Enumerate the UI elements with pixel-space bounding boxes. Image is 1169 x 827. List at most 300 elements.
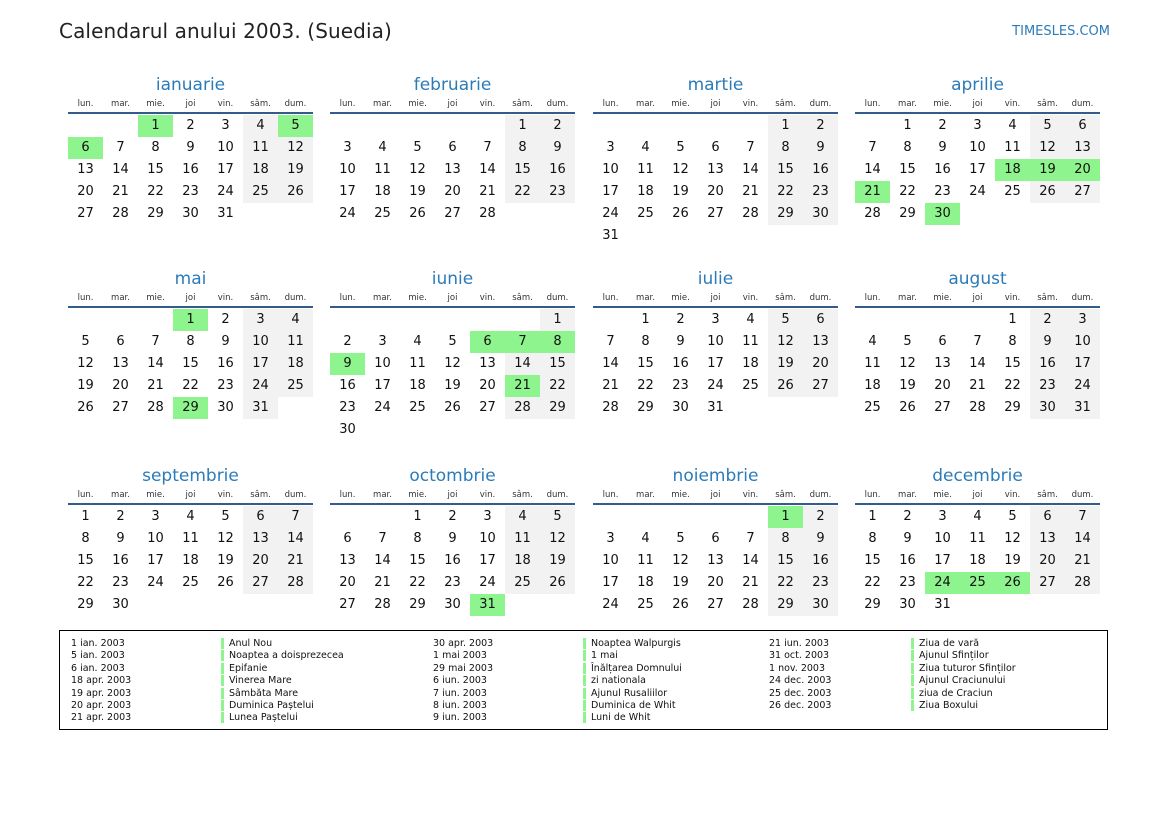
weekday-label: lun. — [77, 490, 94, 500]
weekday-label: sâm. — [512, 490, 533, 500]
day-cell: 27 — [707, 597, 724, 612]
weekday-label: mie. — [671, 293, 690, 303]
day-cell: 2 — [343, 334, 352, 349]
weekday-label: sâm. — [775, 99, 796, 109]
day-cell: 8 — [903, 140, 912, 155]
day-cell: 20 — [339, 575, 356, 590]
day-cell: 25 — [505, 572, 540, 594]
day-cell: 11 — [1004, 140, 1021, 155]
weekday-label: vin. — [479, 293, 496, 303]
empty-cell — [593, 309, 628, 331]
day-cell: 3 — [483, 509, 492, 524]
day-cell: 25 — [742, 378, 759, 393]
day-grid — [68, 506, 313, 616]
weekday-label: joi — [972, 99, 983, 109]
empty-cell — [663, 115, 698, 137]
holiday-name: zi nationala — [583, 675, 646, 686]
day-cell: 24 — [339, 206, 356, 221]
day-cell: 26 — [217, 575, 234, 590]
day-cell: 3 — [378, 334, 387, 349]
weekday-label: mie. — [146, 293, 165, 303]
legend-row — [71, 638, 344, 650]
day-cell: 18 — [742, 356, 759, 371]
day-cell: 1 — [641, 312, 650, 327]
day-cell: 1 — [1008, 312, 1017, 327]
day-cell: 31 — [243, 397, 278, 419]
day-grid — [330, 309, 575, 441]
day-cell: 7 — [151, 334, 160, 349]
day-cell: 22 — [540, 375, 575, 397]
weekday-label: vin. — [742, 293, 759, 303]
day-cell: 28 — [479, 206, 496, 221]
empty-cell — [855, 309, 890, 331]
weekday-label: sâm. — [1037, 490, 1058, 500]
day-cell: 22 — [899, 184, 916, 199]
holiday-date: 20 apr. 2003 — [71, 699, 132, 711]
day-cell: 10 — [602, 553, 619, 568]
weekday-label: mar. — [898, 293, 917, 303]
weekday-label: mie. — [146, 99, 165, 109]
day-cell: 26 — [540, 572, 575, 594]
day-cell: 5 — [221, 509, 230, 524]
weekday-label: lun. — [77, 99, 94, 109]
weekday-label: lun. — [77, 293, 94, 303]
weekday-label: joi — [447, 293, 458, 303]
empty-cell — [663, 506, 698, 528]
weekday-header — [855, 98, 1100, 114]
holiday-day-cell: 21 — [505, 375, 540, 397]
day-cell: 16 — [803, 550, 838, 572]
day-cell: 11 — [637, 553, 654, 568]
day-cell: 19 — [409, 184, 426, 199]
day-cell: 9 — [540, 137, 575, 159]
holiday-date: 18 apr. 2003 — [71, 675, 132, 687]
legend-row — [769, 688, 1016, 700]
holiday-day-cell: 31 — [470, 594, 505, 616]
day-cell: 12 — [672, 162, 689, 177]
day-cell: 6 — [343, 531, 352, 546]
day-cell: 22 — [864, 575, 881, 590]
day-cell: 19 — [768, 353, 803, 375]
holiday-day-cell: 1 — [768, 506, 803, 528]
day-cell: 4 — [1008, 118, 1017, 133]
day-cell: 10 — [707, 334, 724, 349]
day-cell: 15 — [182, 356, 199, 371]
day-cell: 22 — [409, 575, 426, 590]
page-title: Calendarul anului 2003. (Suedia) — [59, 19, 392, 43]
day-cell: 29 — [540, 397, 575, 419]
day-cell: 3 — [606, 531, 615, 546]
day-cell: 16 — [899, 553, 916, 568]
holiday-name: ziua de Craciun — [911, 688, 993, 699]
legend-row — [71, 675, 344, 687]
weekday-label: mie. — [671, 490, 690, 500]
day-cell: 18 — [409, 378, 426, 393]
weekday-label: joi — [447, 490, 458, 500]
holiday-date: 30 apr. 2003 — [433, 638, 494, 649]
day-cell: 6 — [711, 531, 720, 546]
day-cell: 1 — [505, 115, 540, 137]
day-cell: 24 — [969, 184, 986, 199]
day-cell: 26 — [77, 400, 94, 415]
day-cell: 20 — [1030, 550, 1065, 572]
day-cell: 28 — [602, 400, 619, 415]
empty-cell — [400, 115, 435, 137]
day-cell: 22 — [637, 378, 654, 393]
holiday-name: 1 mai — [583, 650, 618, 661]
holiday-day-cell: 1 — [138, 115, 173, 137]
weekday-label: dum. — [284, 490, 307, 500]
day-cell: 6 — [448, 140, 457, 155]
day-cell: 12 — [217, 531, 234, 546]
day-cell: 21 — [112, 184, 129, 199]
day-cell: 27 — [479, 400, 496, 415]
day-cell: 5 — [676, 531, 685, 546]
empty-cell — [733, 506, 768, 528]
holiday-date: 24 dec. 2003 — [769, 675, 832, 687]
day-cell: 16 — [803, 159, 838, 181]
day-cell: 13 — [339, 553, 356, 568]
legend-row — [769, 638, 1016, 650]
day-cell: 7 — [606, 334, 615, 349]
day-cell: 27 — [243, 572, 278, 594]
month-decembrie — [855, 464, 1100, 616]
empty-cell — [470, 115, 505, 137]
month-name: mai — [174, 269, 207, 289]
empty-cell — [698, 506, 733, 528]
month-februarie — [330, 73, 575, 225]
day-cell: 22 — [1004, 378, 1021, 393]
holiday-name: Ajunul Craciunului — [911, 675, 1005, 686]
day-cell: 7 — [746, 531, 755, 546]
day-cell: 15 — [768, 159, 803, 181]
day-cell: 29 — [409, 597, 426, 612]
day-cell: 25 — [637, 206, 654, 221]
weekday-label: dum. — [1071, 490, 1094, 500]
day-cell: 30 — [899, 597, 916, 612]
empty-cell — [103, 309, 138, 331]
weekday-label: vin. — [1004, 293, 1021, 303]
weekday-label: joi — [447, 99, 458, 109]
legend-row — [71, 688, 344, 700]
day-grid — [68, 115, 313, 225]
day-cell: 19 — [672, 575, 689, 590]
day-cell: 7 — [973, 334, 982, 349]
day-cell: 9 — [221, 334, 230, 349]
empty-cell — [593, 115, 628, 137]
holiday-name: Lunea Paștelui — [221, 712, 298, 723]
day-cell: 28 — [374, 597, 391, 612]
day-cell: 27 — [707, 206, 724, 221]
weekday-label: dum. — [1071, 293, 1094, 303]
empty-cell — [628, 506, 663, 528]
legend-row — [71, 700, 344, 712]
day-cell: 17 — [147, 553, 164, 568]
day-cell: 23 — [934, 184, 951, 199]
holiday-date: 1 ian. 2003 — [71, 638, 125, 649]
day-cell: 16 — [934, 162, 951, 177]
empty-cell — [68, 115, 103, 137]
day-cell: 19 — [444, 378, 461, 393]
legend-row — [71, 663, 344, 675]
weekday-label: mar. — [373, 490, 392, 500]
day-cell: 9 — [676, 334, 685, 349]
weekday-label: lun. — [339, 490, 356, 500]
empty-cell — [138, 309, 173, 331]
weekday-label: sâm. — [775, 293, 796, 303]
day-cell: 12 — [409, 162, 426, 177]
weekday-label: dum. — [1071, 99, 1094, 109]
weekday-label: vin. — [742, 99, 759, 109]
holiday-name: Vinerea Mare — [221, 675, 292, 686]
day-cell: 10 — [602, 162, 619, 177]
holiday-day-cell: 6 — [68, 137, 103, 159]
weekday-label: sâm. — [512, 99, 533, 109]
weekday-label: lun. — [339, 293, 356, 303]
weekday-label: lun. — [864, 99, 881, 109]
day-cell: 3 — [973, 118, 982, 133]
day-cell: 3 — [151, 509, 160, 524]
day-cell: 14 — [1065, 528, 1100, 550]
day-cell: 8 — [641, 334, 650, 349]
day-cell: 27 — [339, 597, 356, 612]
day-cell: 10 — [479, 531, 496, 546]
day-cell: 10 — [969, 140, 986, 155]
empty-cell — [890, 309, 925, 331]
day-cell: 30 — [339, 422, 356, 437]
day-grid — [330, 506, 575, 616]
day-cell: 6 — [243, 506, 278, 528]
holiday-day-cell: 7 — [505, 331, 540, 353]
day-cell: 3 — [606, 140, 615, 155]
month-name: noiembrie — [672, 466, 759, 486]
day-cell: 18 — [374, 184, 391, 199]
legend-row — [71, 650, 344, 662]
day-cell: 5 — [1008, 509, 1017, 524]
weekday-label: joi — [972, 293, 983, 303]
holiday-name: Epifanie — [221, 663, 267, 674]
weekday-label: mar. — [636, 490, 655, 500]
weekday-label: vin. — [479, 99, 496, 109]
day-cell: 29 — [768, 203, 803, 225]
empty-cell — [960, 309, 995, 331]
day-cell: 10 — [1065, 331, 1100, 353]
day-cell: 2 — [448, 509, 457, 524]
weekday-header — [68, 489, 313, 505]
legend-row — [433, 712, 682, 724]
day-cell: 21 — [1065, 550, 1100, 572]
day-cell: 26 — [278, 181, 313, 203]
day-cell: 13 — [1030, 528, 1065, 550]
day-cell: 15 — [637, 356, 654, 371]
holiday-date: 5 ian. 2003 — [71, 650, 125, 662]
empty-cell — [628, 115, 663, 137]
day-cell: 28 — [969, 400, 986, 415]
day-cell: 13 — [1065, 137, 1100, 159]
day-cell: 20 — [77, 184, 94, 199]
day-cell: 9 — [1030, 331, 1065, 353]
day-cell: 3 — [711, 312, 720, 327]
weekday-header — [330, 292, 575, 308]
day-cell: 27 — [934, 400, 951, 415]
day-cell: 22 — [768, 572, 803, 594]
holiday-day-cell: 24 — [925, 572, 960, 594]
weekday-label: dum. — [809, 99, 832, 109]
legend-row — [433, 688, 682, 700]
day-cell: 17 — [339, 184, 356, 199]
day-cell: 7 — [278, 506, 313, 528]
day-cell: 2 — [540, 115, 575, 137]
day-cell: 6 — [1065, 115, 1100, 137]
holiday-day-cell: 5 — [278, 115, 313, 137]
day-cell: 6 — [938, 334, 947, 349]
weekday-label: mie. — [146, 490, 165, 500]
day-cell: 27 — [1065, 181, 1100, 203]
day-cell: 10 — [374, 356, 391, 371]
day-cell: 3 — [938, 509, 947, 524]
day-cell: 20 — [803, 353, 838, 375]
weekday-label: mar. — [373, 99, 392, 109]
holiday-date: 1 mai 2003 — [433, 650, 487, 662]
weekday-header — [593, 98, 838, 114]
weekday-label: dum. — [284, 99, 307, 109]
day-cell: 11 — [278, 331, 313, 353]
day-cell: 21 — [742, 184, 759, 199]
day-cell: 24 — [243, 375, 278, 397]
legend-column — [71, 638, 344, 725]
day-cell: 28 — [864, 206, 881, 221]
weekday-label: sâm. — [250, 99, 271, 109]
legend-row — [433, 638, 682, 650]
day-cell: 11 — [864, 356, 881, 371]
day-cell: 9 — [803, 137, 838, 159]
day-cell: 9 — [186, 140, 195, 155]
day-cell: 4 — [973, 509, 982, 524]
day-cell: 17 — [602, 184, 619, 199]
day-cell: 12 — [278, 137, 313, 159]
month-octombrie — [330, 464, 575, 616]
day-cell: 23 — [339, 400, 356, 415]
day-cell: 17 — [1065, 353, 1100, 375]
day-cell: 1 — [81, 509, 90, 524]
day-cell: 17 — [969, 162, 986, 177]
holiday-name: Înălțarea Domnului — [583, 663, 682, 674]
day-cell: 28 — [1065, 572, 1100, 594]
day-cell: 5 — [81, 334, 90, 349]
empty-cell — [435, 115, 470, 137]
empty-cell — [365, 115, 400, 137]
day-cell: 8 — [768, 528, 803, 550]
legend-row — [769, 700, 1016, 712]
day-cell: 4 — [413, 334, 422, 349]
day-cell: 18 — [969, 553, 986, 568]
day-cell: 5 — [768, 309, 803, 331]
day-cell: 9 — [903, 531, 912, 546]
holiday-date: 7 iun. 2003 — [433, 687, 487, 699]
month-iulie — [593, 267, 838, 419]
day-cell: 12 — [899, 356, 916, 371]
empty-cell — [400, 309, 435, 331]
month-noiembrie — [593, 464, 838, 616]
day-cell: 24 — [1065, 375, 1100, 397]
day-cell: 31 — [707, 400, 724, 415]
weekday-label: lun. — [602, 490, 619, 500]
weekday-label: dum. — [546, 293, 569, 303]
day-cell: 14 — [374, 553, 391, 568]
weekday-header — [68, 98, 313, 114]
day-cell: 29 — [768, 594, 803, 616]
day-cell: 29 — [1004, 400, 1021, 415]
holiday-day-cell: 8 — [540, 331, 575, 353]
month-name: decembrie — [932, 466, 1023, 486]
legend-column — [769, 638, 1016, 712]
month-iunie — [330, 267, 575, 441]
day-cell: 3 — [343, 140, 352, 155]
day-cell: 5 — [1030, 115, 1065, 137]
day-cell: 23 — [182, 184, 199, 199]
day-cell: 27 — [1030, 572, 1065, 594]
day-cell: 22 — [768, 181, 803, 203]
day-cell: 7 — [378, 531, 387, 546]
day-cell: 8 — [505, 137, 540, 159]
day-cell: 25 — [182, 575, 199, 590]
day-grid — [330, 115, 575, 225]
day-cell: 30 — [112, 597, 129, 612]
day-cell: 2 — [221, 312, 230, 327]
day-cell: 13 — [934, 356, 951, 371]
day-cell: 6 — [1030, 506, 1065, 528]
day-cell: 17 — [602, 575, 619, 590]
weekday-label: joi — [710, 293, 721, 303]
holiday-date: 25 dec. 2003 — [769, 687, 832, 699]
day-cell: 26 — [444, 400, 461, 415]
holiday-day-cell: 18 — [995, 159, 1030, 181]
weekday-label: vin. — [742, 490, 759, 500]
day-cell: 12 — [444, 356, 461, 371]
empty-cell — [593, 506, 628, 528]
legend-row — [769, 663, 1016, 675]
empty-cell — [103, 115, 138, 137]
day-cell: 22 — [505, 181, 540, 203]
weekday-label: mie. — [933, 490, 952, 500]
day-cell: 31 — [217, 206, 234, 221]
day-cell: 10 — [217, 140, 234, 155]
day-cell: 9 — [116, 531, 125, 546]
month-name: iulie — [697, 269, 734, 289]
day-cell: 1 — [768, 115, 803, 137]
weekday-label: vin. — [1004, 99, 1021, 109]
day-cell: 18 — [505, 550, 540, 572]
day-cell: 30 — [444, 597, 461, 612]
day-cell: 11 — [742, 334, 759, 349]
day-cell: 5 — [448, 334, 457, 349]
day-grid — [855, 115, 1100, 225]
day-cell: 14 — [278, 528, 313, 550]
empty-cell — [330, 115, 365, 137]
weekday-label: mar. — [898, 99, 917, 109]
day-grid — [855, 506, 1100, 616]
weekday-header — [68, 292, 313, 308]
weekday-label: dum. — [809, 490, 832, 500]
weekday-header — [330, 489, 575, 505]
day-grid — [593, 506, 838, 616]
empty-cell — [68, 309, 103, 331]
day-cell: 2 — [903, 509, 912, 524]
day-cell: 14 — [864, 162, 881, 177]
site-link[interactable]: TIMESLES.COM — [1012, 24, 1110, 39]
day-grid — [68, 309, 313, 419]
weekday-label: joi — [710, 490, 721, 500]
